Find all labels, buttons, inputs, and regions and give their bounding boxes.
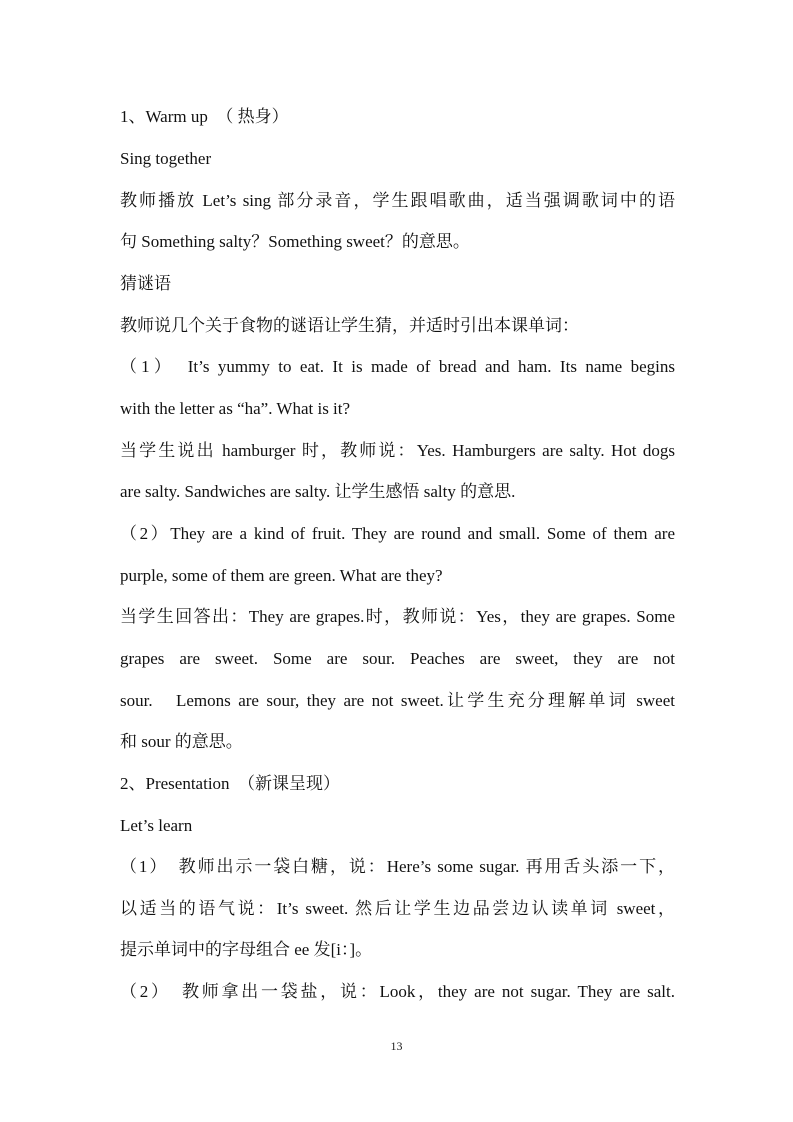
paragraph-line: 和 sour 的意思。	[120, 732, 243, 751]
paragraph-line: 当学生回答出：They are grapes.时，教师说：Yes，they are grapes. Some	[120, 607, 675, 626]
paragraph-line: sour. Lemons are sour, they are not sweet.让学生充分理解单词 sweet	[120, 691, 675, 710]
paragraph-line: 教师说几个关于食物的谜语让学生猜，并适时引出本课单词：	[120, 316, 579, 335]
paragraph-line: are salty. Sandwiches are salty. 让学生感悟 salty 的意思.	[120, 482, 516, 501]
paragraph-line: 以适当的语气说：It’s sweet. 然后让学生边品尝边认读单词 sweet，	[120, 899, 675, 918]
subheading-riddles: 猜谜语	[120, 274, 171, 293]
page-number: 13	[390, 1039, 403, 1053]
paragraph-line: with the letter as “ha”. What is it?	[120, 399, 351, 418]
paragraph-line: 提示单词中的字母组合 ee 发[i：]。	[120, 940, 373, 959]
heading-presentation: 2、Presentation （新课呈现）	[120, 774, 341, 793]
paragraph-line: grapes are sweet. Some are sour. Peaches are sweet, they are not	[120, 649, 675, 668]
subheading-sing-together: Sing together	[120, 149, 212, 168]
paragraph-line: （2）They are a kind of fruit. They are round and small. Some of them are	[120, 524, 675, 543]
subheading-lets-learn: Let’s learn	[120, 816, 193, 835]
paragraph-line: 当学生说出 hamburger 时，教师说：Yes. Hamburgers are salty. Hot dogs	[120, 441, 675, 460]
paragraph-line: （1） 教师出示一袋白糖，说：Here’s some sugar. 再用舌头添一下，	[120, 857, 675, 876]
paragraph-line: purple, some of them are green. What are they?	[120, 566, 443, 585]
paragraph-line: （1） It’s yummy to eat. It is made of bread and ham. Its name begins	[120, 357, 675, 376]
paragraph-line: （2） 教师拿出一袋盐，说：Look，they are not sugar. They are salt.	[120, 982, 675, 1001]
paragraph-line: 教师播放 Let’s sing 部分录音，学生跟唱歌曲，适当强调歌词中的语	[120, 191, 675, 210]
paragraph-line: 句 Something salty？Something sweet？的意思。	[120, 232, 470, 251]
heading-warm-up: 1、Warm up （ 热身）	[120, 107, 289, 126]
